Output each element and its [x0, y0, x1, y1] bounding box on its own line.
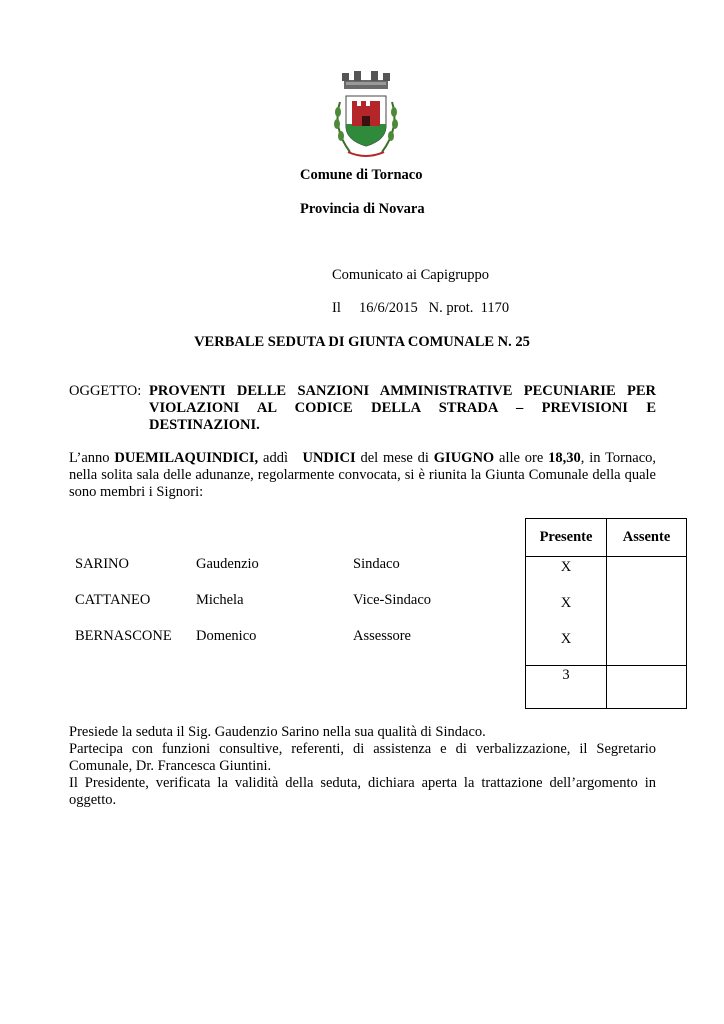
absent-cell	[607, 557, 687, 666]
communication-date: 16/6/2015	[358, 300, 418, 316]
closing-line-4: Il Presidente, verificata la validità della seduta, dichiara aperta la trattazione dell’argomento in	[69, 775, 656, 791]
header-absent: Assente	[607, 519, 687, 557]
absent-mark	[607, 593, 686, 629]
protocol-line	[332, 300, 509, 317]
member-surname: SARINO	[75, 556, 129, 572]
attendance-members-row	[526, 557, 687, 666]
absent-mark	[607, 557, 686, 593]
present-mark: X	[560, 559, 572, 575]
member-name: Gaudenzio	[196, 556, 259, 572]
date-prefix: Il	[332, 300, 341, 316]
present-cell	[526, 557, 607, 666]
attendance-table	[525, 518, 687, 709]
attendance-header-row	[526, 519, 687, 557]
prot-number: 1170	[480, 300, 510, 316]
intro-line-2: nella solita sala delle adunanze, regolarmente convocata, si è riunita la Giunta Comunale della quale	[69, 467, 656, 483]
coat-of-arms-icon	[328, 68, 404, 168]
member-surname: BERNASCONE	[75, 628, 172, 644]
closing-line-2: Partecipa con funzioni consultive, referenti, di assistenza e di verbalizzazione, il Segretario	[69, 741, 656, 757]
document-title: VERBALE SEDUTA DI GIUNTA COMUNALE N. 25	[194, 334, 530, 350]
provincia-name: Provincia di Novara	[300, 201, 425, 217]
comune-name: Comune di Tornaco	[300, 167, 423, 183]
subject-label: OGGETTO:	[69, 383, 142, 399]
member-name: Michela	[196, 592, 244, 608]
member-surname: CATTANEO	[75, 592, 151, 608]
recipient-line: Comunicato ai Capigruppo	[332, 267, 490, 283]
header-present: Presente	[526, 519, 607, 557]
absent-mark	[607, 629, 686, 665]
member-role: Vice-Sindaco	[353, 592, 432, 608]
member-role: Sindaco	[353, 556, 400, 572]
member-role: Assessore	[353, 628, 411, 644]
closing-paragraph	[69, 724, 656, 809]
subject-line-1: PROVENTI DELLE SANZIONI AMMINISTRATIVE PECUNIARIE PER	[149, 383, 656, 399]
closing-line-1: Presiede la seduta il Sig. Gaudenzio Sarino nella sua qualità di Sindaco.	[69, 724, 486, 740]
closing-line-5: oggetto.	[69, 792, 117, 808]
subject-line-3: DESTINAZIONI.	[149, 417, 260, 433]
closing-line-3: Comunale, Dr. Francesca Giuntini.	[69, 758, 272, 774]
intro-line-3: sono membri i Signori:	[69, 484, 204, 500]
present-mark: X	[560, 595, 572, 611]
intro-paragraph	[69, 450, 656, 501]
present-mark: X	[560, 631, 572, 647]
subject-line-2: VIOLAZIONI AL CODICE DELLA STRADA – PREVISIONI E	[149, 400, 656, 416]
total-absent	[607, 666, 687, 709]
attendance-total-row	[526, 666, 687, 709]
prot-label: N. prot.	[428, 300, 474, 316]
member-name: Domenico	[196, 628, 257, 644]
total-present: 3	[526, 666, 607, 709]
subject-text	[149, 383, 656, 434]
intro-line-1: L’anno DUEMILAQUINDICI, addì UNDICI del mese di GIUGNO alle ore 18,30, in Tornaco,	[69, 450, 657, 466]
